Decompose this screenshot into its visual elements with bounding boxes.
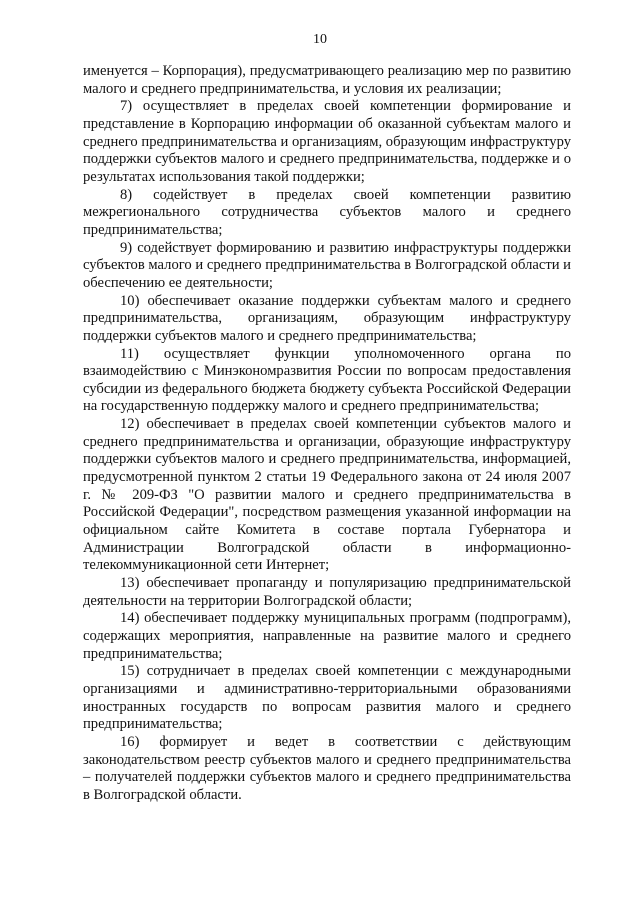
page-number: 10 <box>313 32 327 47</box>
paragraph-item-11: 11) осуществляет функции уполномоченного органа по взаимодействию с Минэкономразвития России по вопросам предоставления субсидии из федерального бюджета бюджету субъекта Российской Федерации на государственную поддержку малого и среднего предпринимательства; <box>83 345 571 415</box>
document-body <box>83 63 571 805</box>
paragraph-continuation: именуется – Корпорация), предусматривающего реализацию мер по развитию малого и среднего предпринимательства, и условия их реализации; <box>83 63 571 97</box>
paragraph-item-10: 10) обеспечивает оказание поддержки субъектам малого и среднего предпринимательства, организациям, образующим инфраструктуру поддержки субъектов малого и среднего предпринимательства; <box>83 292 571 344</box>
paragraph-item-8: 8) содействует в пределах своей компетенции развитию межрегионального сотрудничества субъектов малого и среднего предпринимательства; <box>83 186 571 238</box>
paragraph-item-14: 14) обеспечивает поддержку муниципальных программ (подпрограмм), содержащих мероприятия, направленные на развитие малого и среднего предпринимательства; <box>83 610 571 662</box>
paragraph-item-16: 16) формирует и ведет в соответствии с действующим законодательством реестр субъектов малого и среднего предпринимательства – получателей поддержки субъектов малого и среднего предпринимательства в Волгоградской области. <box>83 733 571 803</box>
paragraph-item-7: 7) осуществляет в пределах своей компетенции формирование и представление в Корпорацию информации об оказанной субъектам малого и среднего предпринимательства и организациям, образующим инфраструктуру поддержки субъектов малого и среднего предпринимательства, поддержке и о результатах использования такой поддержки; <box>83 98 571 185</box>
paragraph-item-9: 9) содействует формированию и развитию инфраструктуры поддержки субъектов малого и среднего предпринимательства в Волгоградской области и обеспечению ее деятельности; <box>83 239 571 291</box>
paragraph-item-12: 12) обеспечивает в пределах своей компетенции субъектов малого и среднего предпринимательства и организации, образующие инфраструктуру поддержки субъектов малого и среднего предпринимательства, информацией, предусмотренной пунктом 2 статьи 19 Федерального закона от 24 июля 2007 г. № 209-ФЗ "О развитии малого и среднего предпринимательства в Российской Федерации", посредством размещения указанной информации на официальном сайте Комитета в составе портала Губернатора и Администрации Волгоградской области в информационно-телекоммуникационной сети Интернет; <box>83 416 571 574</box>
paragraph-item-13: 13) обеспечивает пропаганду и популяризацию предпринимательской деятельности на территории Волгоградской области; <box>83 575 571 609</box>
paragraph-item-15: 15) сотрудничает в пределах своей компетенции с международными организациями и административно-территориальными образованиями иностранных государств по вопросам развития малого и среднего предпринимательства; <box>83 663 571 733</box>
